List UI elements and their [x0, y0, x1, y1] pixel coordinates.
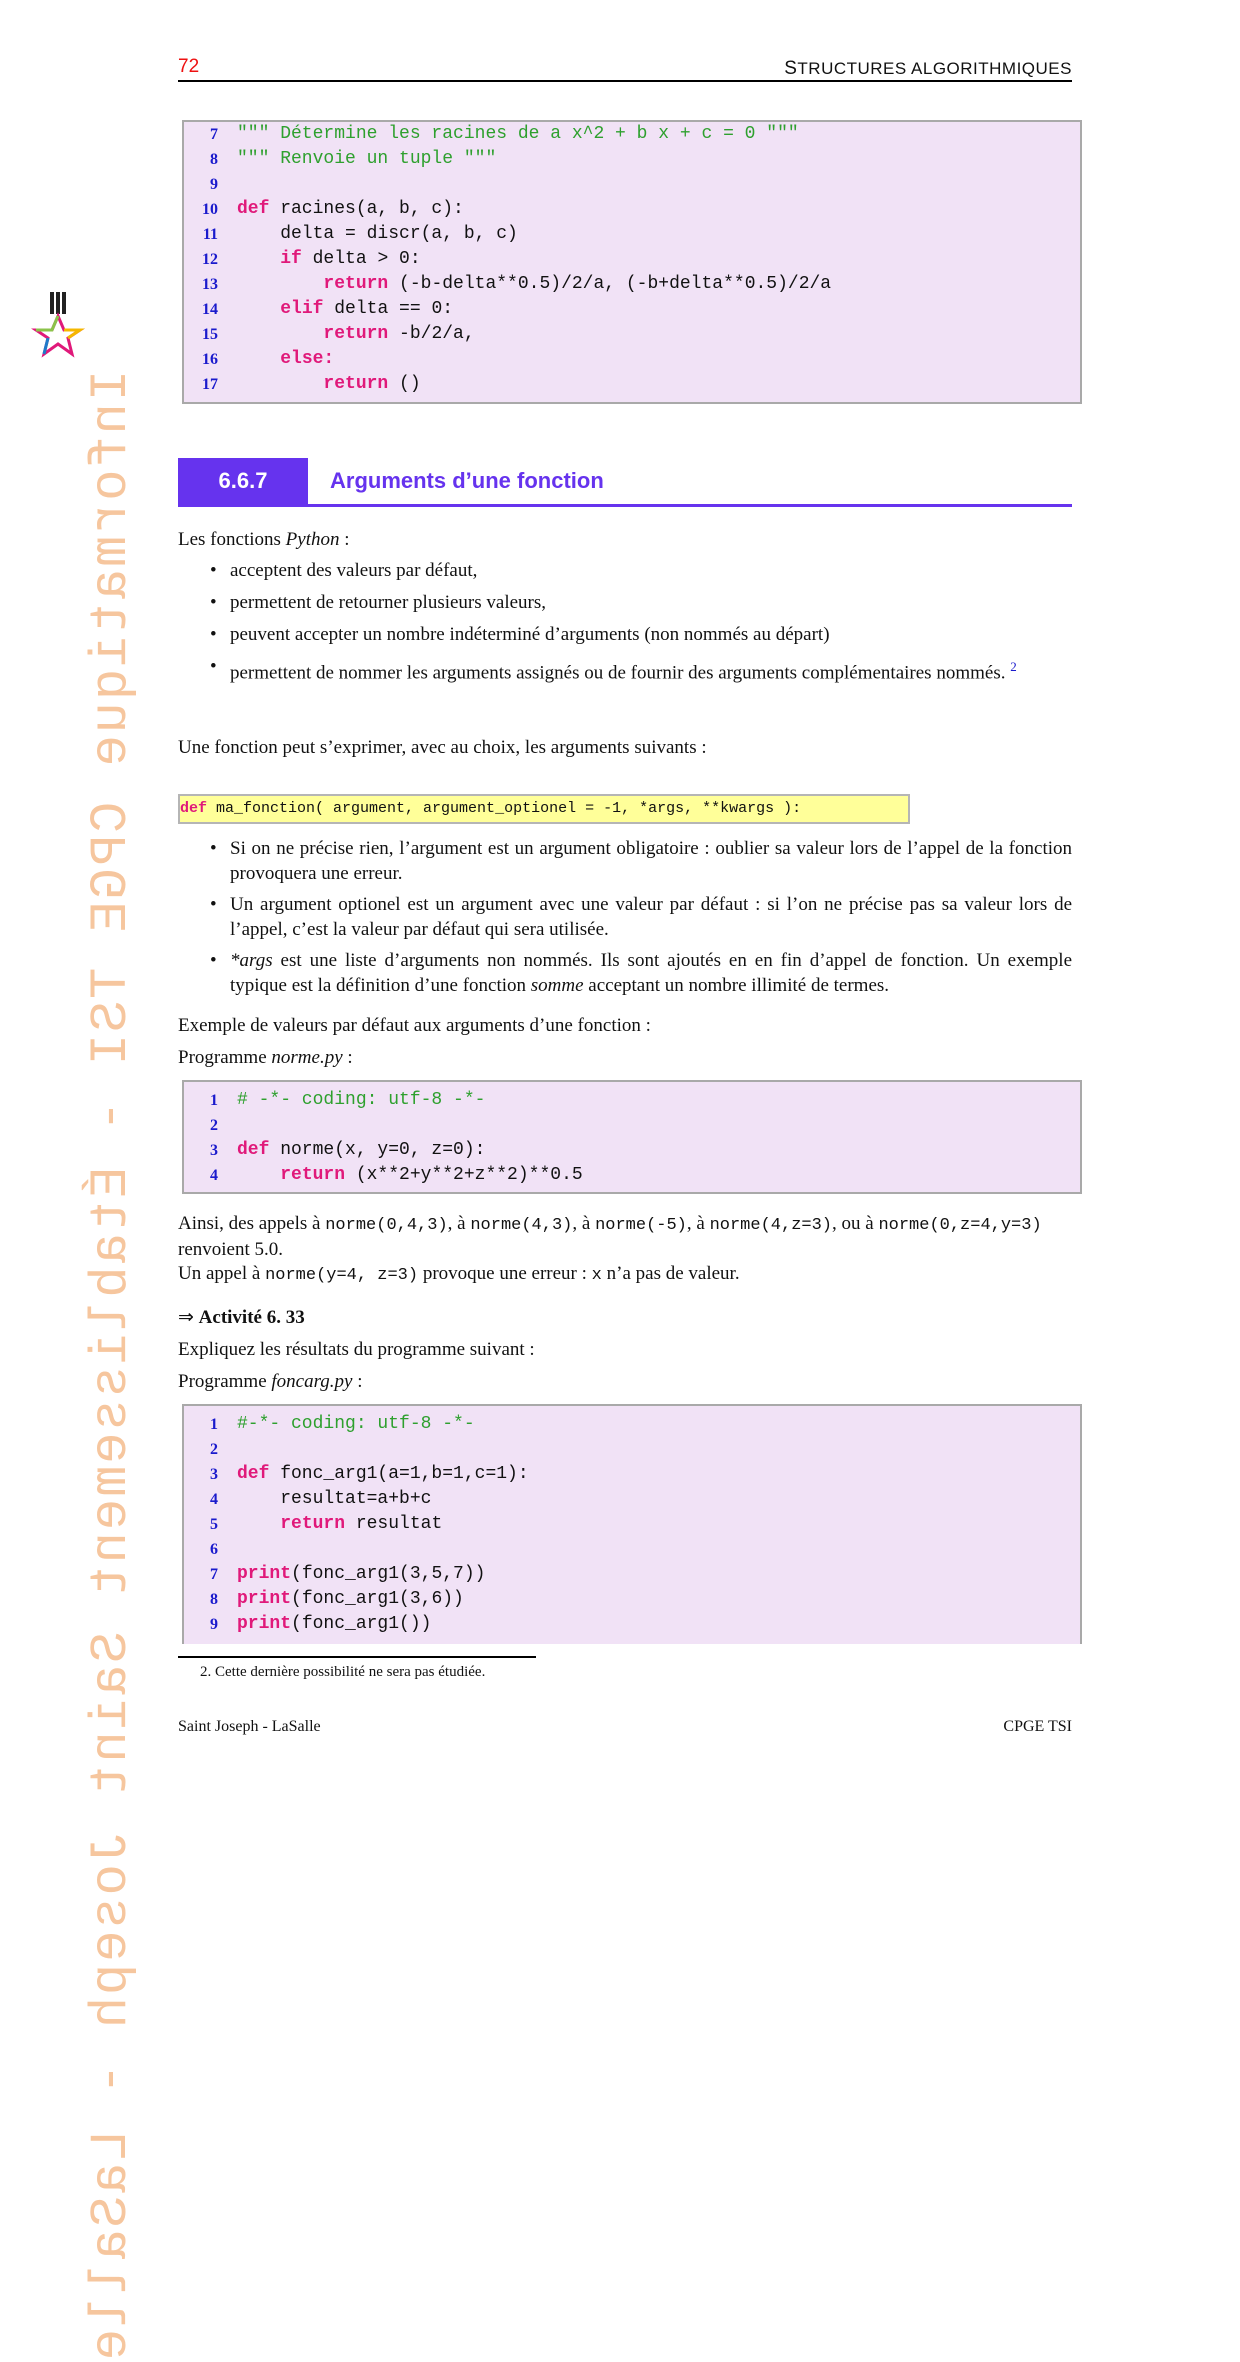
choice-paragraph: Une fonction peut s’exprimer, avec au choix, les arguments suivants : [178, 737, 707, 758]
chapter-title: STRUCTURES ALGORITHMIQUES [784, 58, 1072, 79]
footnote-ref[interactable]: 2 [1010, 659, 1017, 674]
code-block-racines: 7 """ Détermine les racines de a x^2 + b x + c = 0 """ 8 """ Renvoie un tuple """ 9 10 def racines(a, b, c): 11 delta = discr(a, b, c) 12 if delta > 0: 13 return (-b-delta**0.5)/2/a, (-b+delta**0.5)/2/a 14 elif delta == 0: 15 return -b/2/a, 16 else: 17 return () [182, 120, 1082, 404]
section-heading [178, 458, 1072, 507]
intro-paragraph: Les fonctions Python : [178, 529, 350, 550]
list-item: • peuvent accepter un nombre indéterminé d’arguments (non nommés au départ) [210, 624, 830, 645]
list-item: • Un argument optionel est un argument avec une valeur par défaut : si l’on ne précise pas sa valeur lors de l’appel, c’est la valeur par défaut qui sera utilisée. [210, 894, 1072, 940]
footnote-divider [178, 1656, 536, 1658]
list-item: • *args est une liste d’arguments non nommés. Ils sont ajoutés en en fin d’appel de fonction. Un exemple typique est la définition d’une fonction somme acceptant un nombre illimité de termes. [210, 950, 1072, 996]
program-label: Programme foncarg.py : [178, 1371, 363, 1392]
page-header [178, 52, 1072, 82]
code-block-norme: 1 # -*- coding: utf-8 -*- 2 3 def norme(x, y=0, z=0): 4 return (x**2+y**2+z**2)**0.5 [182, 1080, 1082, 1194]
footnote: 2. Cette dernière possibilité ne sera pas étudiée. [200, 1664, 486, 1680]
school-logo-star-icon [28, 290, 88, 360]
code-block-foncarg: 1 #-*- coding: utf-8 -*- 2 3 def fonc_arg1(a=1,b=1,c=1): 4 resultat=a+b+c 5 return resultat 6 7 print(fonc_arg1(3,5,7)) 8 print(fonc_arg1(3,6)) 9 print(fonc_arg1()) [182, 1404, 1082, 1644]
footer-class: CPGE TSI [1003, 1718, 1072, 1735]
activity-instruction: Expliquez les résultats du programme suivant : [178, 1339, 535, 1360]
example-intro: Exemple de valeurs par défaut aux arguments d’une fonction : [178, 1015, 651, 1036]
calls-paragraph: Ainsi, des appels à norme(0,4,3), à norme(4,3), à norme(-5), à norme(4,z=3), ou à norme(0,z=4,y=3) renvoient 5.0. Un appel à norme(y=4, z=3) provoque une erreur : x n’a pas de valeur. [178, 1213, 1042, 1285]
page-number: 72 [178, 56, 200, 77]
list-item: • permettent de nommer les arguments assignés ou de fournir des arguments complémentaires nommés. $^2$ [210, 656, 1017, 684]
list-item: • Si on ne précise rien, l’argument est un argument obligatoire : oublier sa valeur lors de l’appel de la fonction provoquera une erreur. [210, 838, 1072, 884]
section-title: Arguments d’une fonction [330, 468, 604, 493]
activity-heading: ⇒ Activité 6. 33 [178, 1307, 305, 1328]
watermark-text: Informatique CPGE TSI - Établissement Saint Joseph - LaSalle [82, 370, 141, 2362]
section-number: 6.6.7 [178, 458, 308, 504]
list-item: • permettent de retourner plusieurs valeurs, [210, 592, 547, 613]
list-item: • acceptent des valeurs par défaut, [210, 560, 478, 581]
watermark [20, 370, 141, 2362]
footer-school: Saint Joseph - LaSalle [178, 1718, 321, 1735]
program-label: Programme norme.py : [178, 1047, 353, 1068]
signature-code: def ma_fonction( argument, argument_optionel = -1, *args, **kwargs ): [178, 794, 910, 824]
